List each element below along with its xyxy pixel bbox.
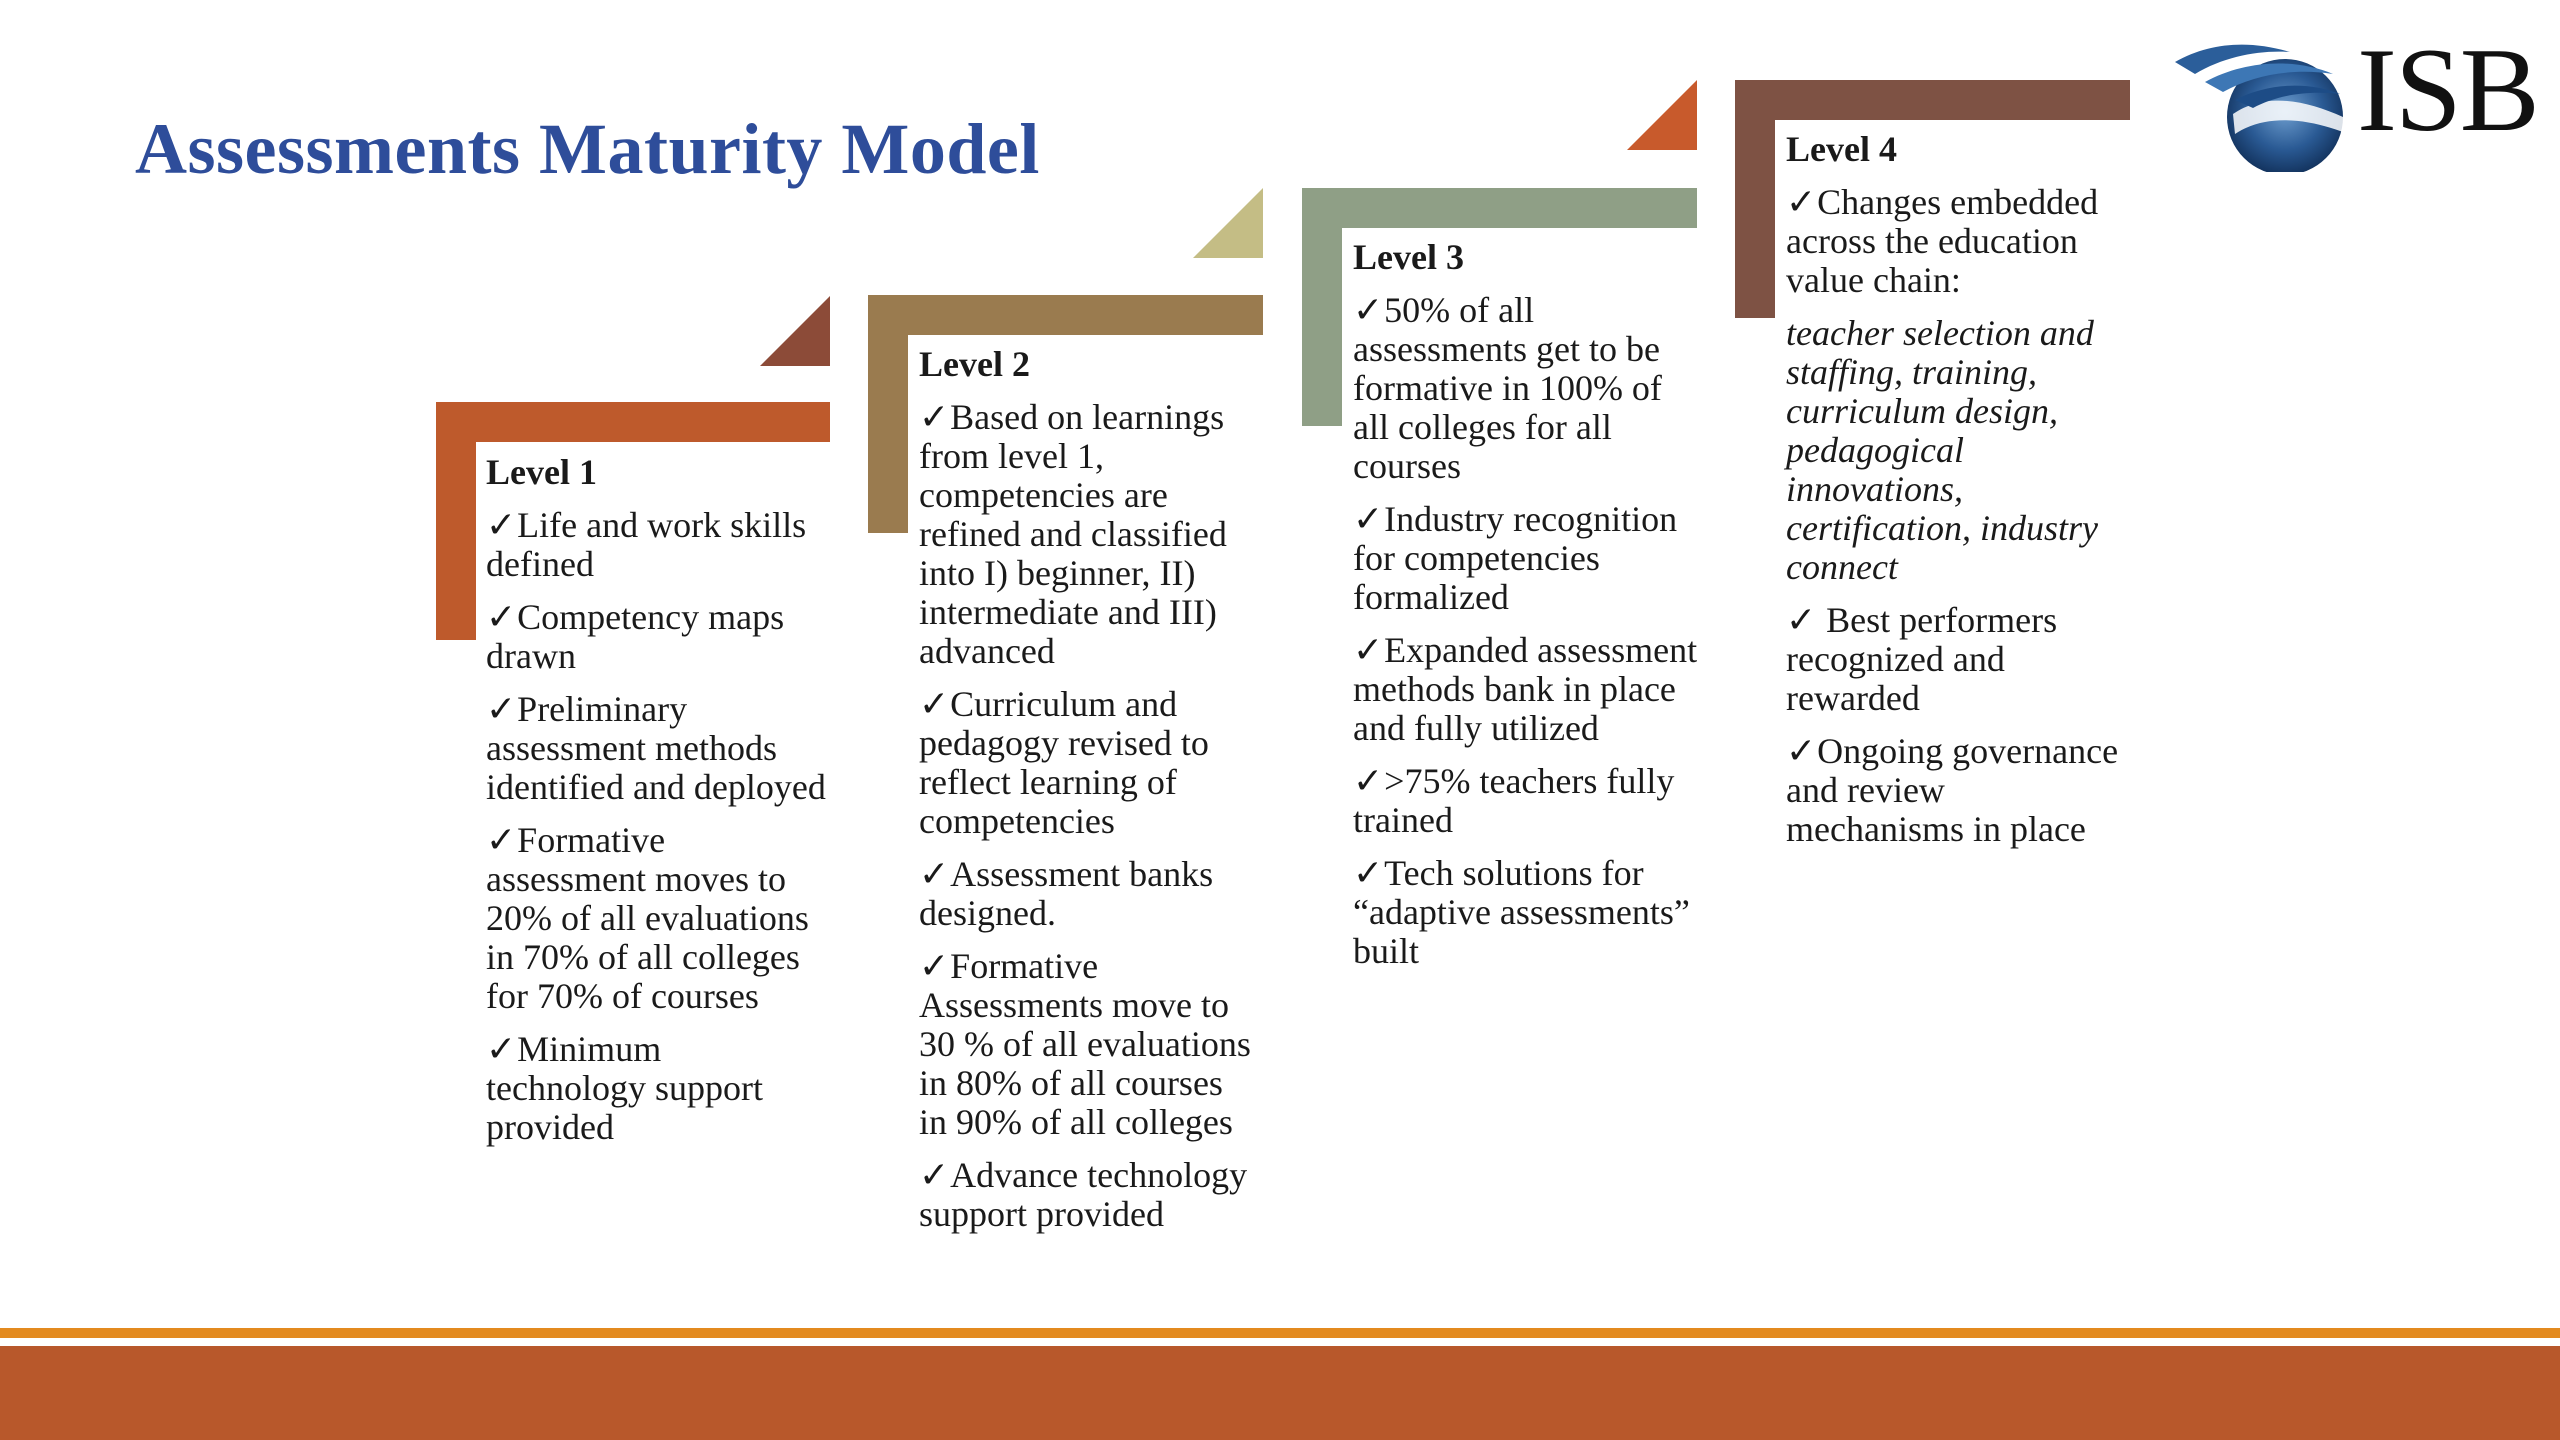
level4-bracket-side	[1735, 80, 1775, 318]
check-icon: ✓	[1786, 731, 1817, 771]
level4-bracket-top	[1735, 80, 2130, 120]
level2-item: ✓Curriculum and pedagogy revised to reflect learning of competencies	[919, 684, 1209, 841]
level2-item: ✓Assessment banks designed.	[919, 854, 1214, 933]
level1-item: ✓Preliminary assessment methods identified and deployed	[486, 689, 826, 807]
level1-bracket-top	[436, 402, 830, 442]
level1-column	[486, 453, 826, 1161]
level2-item: ✓Advance technology support provided	[919, 1155, 1248, 1234]
check-icon: ✓	[486, 820, 517, 860]
level3-item: ✓Industry recognition for competencies formalized	[1353, 499, 1678, 617]
level2-bracket-top	[868, 295, 1263, 335]
level3-item: ✓>75% teachers fully trained	[1353, 761, 1675, 840]
level3-step-triangle	[1627, 80, 1697, 150]
logo-text: ISB	[2357, 23, 2538, 156]
check-icon: ✓	[919, 946, 950, 986]
check-icon: ✓	[919, 684, 950, 724]
check-icon: ✓	[1353, 761, 1384, 801]
check-icon: ✓	[486, 1029, 517, 1069]
level2-bracket-side	[868, 295, 908, 533]
level3-item: ✓Tech solutions for “adaptive assessments” built	[1353, 853, 1690, 971]
footer-bar	[0, 1346, 2560, 1440]
level4-item: ✓Ongoing governance and review mechanisms in place	[1786, 731, 2119, 849]
level3-heading: Level 3	[1353, 237, 1464, 277]
level1-item: ✓Formative assessment moves to 20% of all evaluations in 70% of all colleges for 70% of courses	[486, 820, 809, 1016]
check-icon: ✓	[919, 397, 950, 437]
level3-item: ✓Expanded assessment methods bank in place and fully utilized	[1353, 630, 1698, 748]
check-icon: ✓	[919, 1155, 950, 1195]
check-icon: ✓	[1786, 182, 1817, 222]
level1-step-triangle	[760, 296, 830, 366]
level1-item: ✓Life and work skills defined	[486, 505, 807, 584]
check-icon: ✓	[1353, 290, 1384, 330]
footer-accent-line	[0, 1328, 2560, 1338]
level1-bracket-side	[436, 402, 476, 640]
slide-title: Assessments Maturity Model	[135, 109, 1040, 189]
check-icon: ✓	[486, 505, 517, 545]
level2-item: ✓Based on learnings from level 1, competencies are refined and classified into I) beginner, II) intermediate and III) advanced	[919, 397, 1227, 671]
check-icon: ✓	[486, 689, 517, 729]
check-icon: ✓	[919, 854, 950, 894]
level3-bracket-top	[1302, 188, 1697, 228]
level2-step-triangle	[1193, 188, 1263, 258]
check-icon: ✓	[1786, 600, 1817, 640]
check-icon: ✓	[1353, 499, 1384, 539]
level1-item: ✓Competency maps drawn	[486, 597, 785, 676]
level2-item: ✓Formative Assessments move to 30 % of all evaluations in 80% of all courses in 90% of all colleges	[919, 946, 1251, 1142]
level4-heading: Level 4	[1786, 129, 1897, 169]
level3-bracket-side	[1302, 188, 1342, 426]
check-icon: ✓	[486, 597, 517, 637]
check-icon: ✓	[1353, 630, 1384, 670]
level4-value-chain-list: teacher selection and staffing, training, curriculum design, pedagogical innovations, certification, industry connect	[1786, 313, 2098, 587]
level4-item: ✓Changes embedded across the education value chain:	[1786, 182, 2099, 300]
level3-item: ✓50% of all assessments get to be formative in 100% of all colleges for all courses	[1353, 290, 1662, 486]
level1-item: ✓Minimum technology support provided	[486, 1029, 763, 1147]
level3-column	[1353, 238, 1698, 985]
level4-item: ✓ Best performers recognized and rewarded	[1786, 600, 2058, 718]
level2-heading: Level 2	[919, 344, 1030, 384]
level4-column	[1786, 130, 2126, 863]
check-icon: ✓	[1353, 853, 1384, 893]
level1-heading: Level 1	[486, 452, 597, 492]
level2-column	[919, 345, 1259, 1248]
